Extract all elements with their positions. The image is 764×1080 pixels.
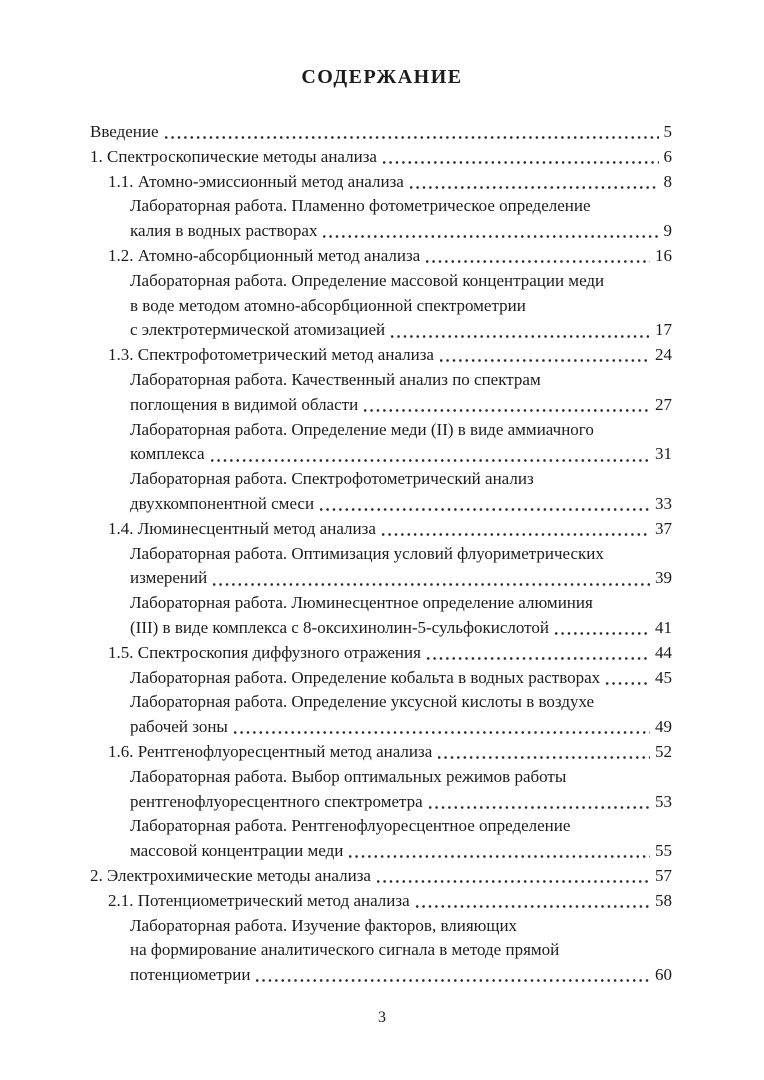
page-number: 3	[378, 1009, 386, 1026]
toc-entry-line	[130, 219, 672, 244]
toc-entry-line	[130, 418, 672, 443]
toc-entry-text: Лабораторная работа. Определение кобальта в водных растворах	[130, 667, 601, 687]
toc-entry-line	[108, 517, 672, 542]
toc-entry	[90, 145, 672, 170]
toc-entry	[90, 120, 672, 145]
dot-leader	[549, 616, 655, 641]
toc-page-ref: 17	[655, 320, 672, 340]
toc-entry	[108, 343, 672, 368]
toc-entry-line	[108, 170, 672, 195]
toc-page-ref: 39	[655, 568, 672, 588]
toc-entry-line	[90, 145, 672, 170]
toc-entry-text: на формирование аналитического сигнала в методе прямой	[130, 940, 560, 960]
toc-page-ref: 5	[663, 122, 672, 141]
toc-page-ref: 60	[655, 965, 672, 985]
dot-leader	[385, 318, 655, 343]
toc-entry-text: Лабораторная работа. Оптимизация условий флуориметрических	[130, 543, 604, 563]
toc-entry-text: 1.5. Спектроскопия диффузного отражения	[108, 642, 421, 662]
dot-leader	[159, 120, 664, 145]
toc-page-ref: 52	[655, 741, 672, 761]
toc-entry-line	[130, 566, 672, 591]
toc-entry-text: рентгенофлуоресцентного спектрометра	[130, 791, 423, 811]
toc-entry-line	[108, 889, 672, 914]
toc-entry	[90, 864, 672, 889]
toc-entry	[130, 765, 672, 815]
toc-entry	[130, 814, 672, 864]
toc-page-ref: 33	[655, 493, 672, 513]
toc-entry	[108, 244, 672, 269]
page-title: СОДЕРЖАНИЕ	[301, 66, 463, 88]
dot-leader	[205, 442, 655, 467]
dot-leader	[404, 170, 664, 195]
toc-entry-line	[130, 963, 672, 988]
toc-entry-line	[130, 318, 672, 343]
toc-page-ref: 27	[655, 394, 672, 414]
toc-entry-text: 1.2. Атомно-абсорбционный метод анализа	[108, 245, 421, 265]
toc-entry-line	[130, 666, 672, 691]
toc-entry-text: Лабораторная работа. Рентгенофлуоресцентное определение	[130, 816, 571, 836]
toc-page-ref: 6	[663, 146, 672, 166]
toc-entry-text: Лабораторная работа. Качественный анализ по спектрам	[130, 369, 541, 389]
toc-page-ref: 31	[655, 444, 672, 464]
dot-leader	[600, 666, 655, 691]
toc-entry-line	[130, 765, 672, 790]
toc-entry	[108, 641, 672, 666]
toc-page-ref: 58	[655, 890, 672, 910]
toc-entry	[130, 690, 672, 740]
toc-entry-text: в воде методом атомно-абсорбционной спектрометрии	[130, 295, 526, 315]
toc-entry	[108, 517, 672, 542]
toc-entry-line	[130, 839, 672, 864]
dot-leader	[228, 715, 655, 740]
toc-entry-line	[130, 690, 672, 715]
toc-entry-line	[130, 616, 672, 641]
toc-entry-text: 1. Спектроскопические методы анализа	[90, 146, 377, 166]
toc-entry	[108, 740, 672, 765]
toc-entry	[130, 418, 672, 468]
toc-page-ref: 9	[663, 221, 672, 241]
toc-entry-text: рабочей зоны	[130, 717, 228, 737]
toc-entry	[130, 542, 672, 592]
toc-entry-text: Лабораторная работа. Определение уксусной кислоты в воздухе	[130, 692, 595, 712]
toc-entry-line	[90, 120, 672, 145]
dot-leader	[410, 889, 655, 914]
toc-entry	[130, 194, 672, 244]
toc-entry	[130, 467, 672, 517]
toc-entry-text: с электротермической атомизацией	[130, 320, 386, 340]
toc-page-ref: 24	[655, 345, 672, 365]
toc-entry-text: потенциометрии	[130, 965, 251, 985]
toc-entry-text: измерений	[130, 568, 208, 588]
toc-entry	[130, 591, 672, 641]
toc-entry-text: Лабораторная работа. Выбор оптимальных режимов работы	[130, 766, 567, 786]
toc-entry-line	[108, 740, 672, 765]
toc-entry-text: Лабораторная работа. Люминесцентное определение алюминия	[130, 593, 593, 613]
dot-leader	[358, 393, 655, 418]
toc-entry-text: Введение	[90, 122, 159, 141]
dot-leader	[207, 566, 655, 591]
toc-page-ref: 41	[655, 617, 672, 637]
toc-entry	[130, 666, 672, 691]
toc-entry-line	[130, 814, 672, 839]
dot-leader	[432, 740, 655, 765]
toc-entry-line	[108, 244, 672, 269]
toc-entry-text: 1.4. Люминесцентный метод анализа	[108, 518, 376, 538]
toc-page-ref: 44	[655, 642, 672, 662]
toc-page-ref: 8	[663, 171, 672, 191]
toc-entry-line	[130, 269, 672, 294]
toc-entry	[108, 170, 672, 195]
toc-page-ref: 55	[655, 841, 672, 861]
dot-leader	[250, 963, 655, 988]
dot-leader	[434, 343, 655, 368]
toc-entry-text: Лабораторная работа. Определение массовой концентрации меди	[130, 270, 605, 290]
toc-page-ref: 37	[655, 518, 672, 538]
toc-entry-text: комплекса	[130, 444, 205, 464]
toc-entry-line	[130, 393, 672, 418]
dot-leader	[317, 219, 663, 244]
toc-entry	[130, 914, 672, 988]
toc-entry-text: Лабораторная работа. Спектрофотометрический анализ	[130, 469, 534, 489]
toc-entry-line	[130, 914, 672, 939]
toc-entry-line	[90, 864, 672, 889]
toc-entry-line	[130, 194, 672, 219]
toc-entry-text: массовой концентрации меди	[130, 841, 344, 861]
dot-leader	[376, 517, 655, 542]
toc-entry-line	[130, 442, 672, 467]
dot-leader	[314, 492, 655, 517]
toc-entry-line	[108, 641, 672, 666]
toc-entry-text: поглощения в видимой области	[130, 394, 359, 414]
toc-entry-text: (III) в виде комплекса с 8-оксихинолин-5-сульфокислотой	[130, 617, 549, 637]
toc-entry-line	[130, 368, 672, 393]
toc-entry	[130, 368, 672, 418]
toc-page-ref: 16	[655, 245, 672, 265]
toc-entry	[108, 889, 672, 914]
toc-entry-text: Лабораторная работа. Пламенно фотометрическое определение	[130, 196, 591, 216]
dot-leader	[371, 864, 655, 889]
toc-entry-line	[130, 294, 672, 319]
toc-entry-line	[130, 591, 672, 616]
toc-entry-line	[130, 467, 672, 492]
toc-entry-line	[130, 938, 672, 963]
toc-entry-text: 1.1. Атомно-эмиссионный метод анализа	[108, 171, 404, 191]
toc-page-ref: 49	[655, 717, 672, 737]
toc-entry-text: 2. Электрохимические методы анализа	[90, 865, 371, 885]
toc-entry-text: 2.1. Потенциометрический метод анализа	[108, 890, 410, 910]
toc-entry-text: двухкомпонентной смеси	[130, 493, 315, 513]
toc-page-ref: 45	[655, 667, 672, 687]
toc-entry-line	[130, 715, 672, 740]
dot-leader	[421, 641, 655, 666]
toc-entry-line	[108, 343, 672, 368]
dot-leader	[377, 145, 664, 170]
toc-page-ref: 57	[655, 865, 672, 885]
toc-entry-text: Лабораторная работа. Определение меди (II) в виде аммиачного	[130, 419, 594, 439]
toc-entry-line	[130, 542, 672, 567]
toc-entry-text: 1.3. Спектрофотометрический метод анализа	[108, 345, 434, 365]
dot-leader	[343, 839, 655, 864]
dot-leader	[423, 790, 655, 815]
dot-leader	[420, 244, 655, 269]
table-of-contents	[90, 120, 672, 988]
toc-entry-text: калия в водных растворах	[130, 221, 318, 241]
toc-entry-line	[130, 492, 672, 517]
toc-entry-text: 1.6. Рентгенофлуоресцентный метод анализа	[108, 741, 433, 761]
toc-entry	[130, 269, 672, 343]
toc-entry-line	[130, 790, 672, 815]
toc-entry-text: Лабораторная работа. Изучение факторов, влияющих	[130, 915, 518, 935]
toc-page-ref: 53	[655, 791, 672, 811]
